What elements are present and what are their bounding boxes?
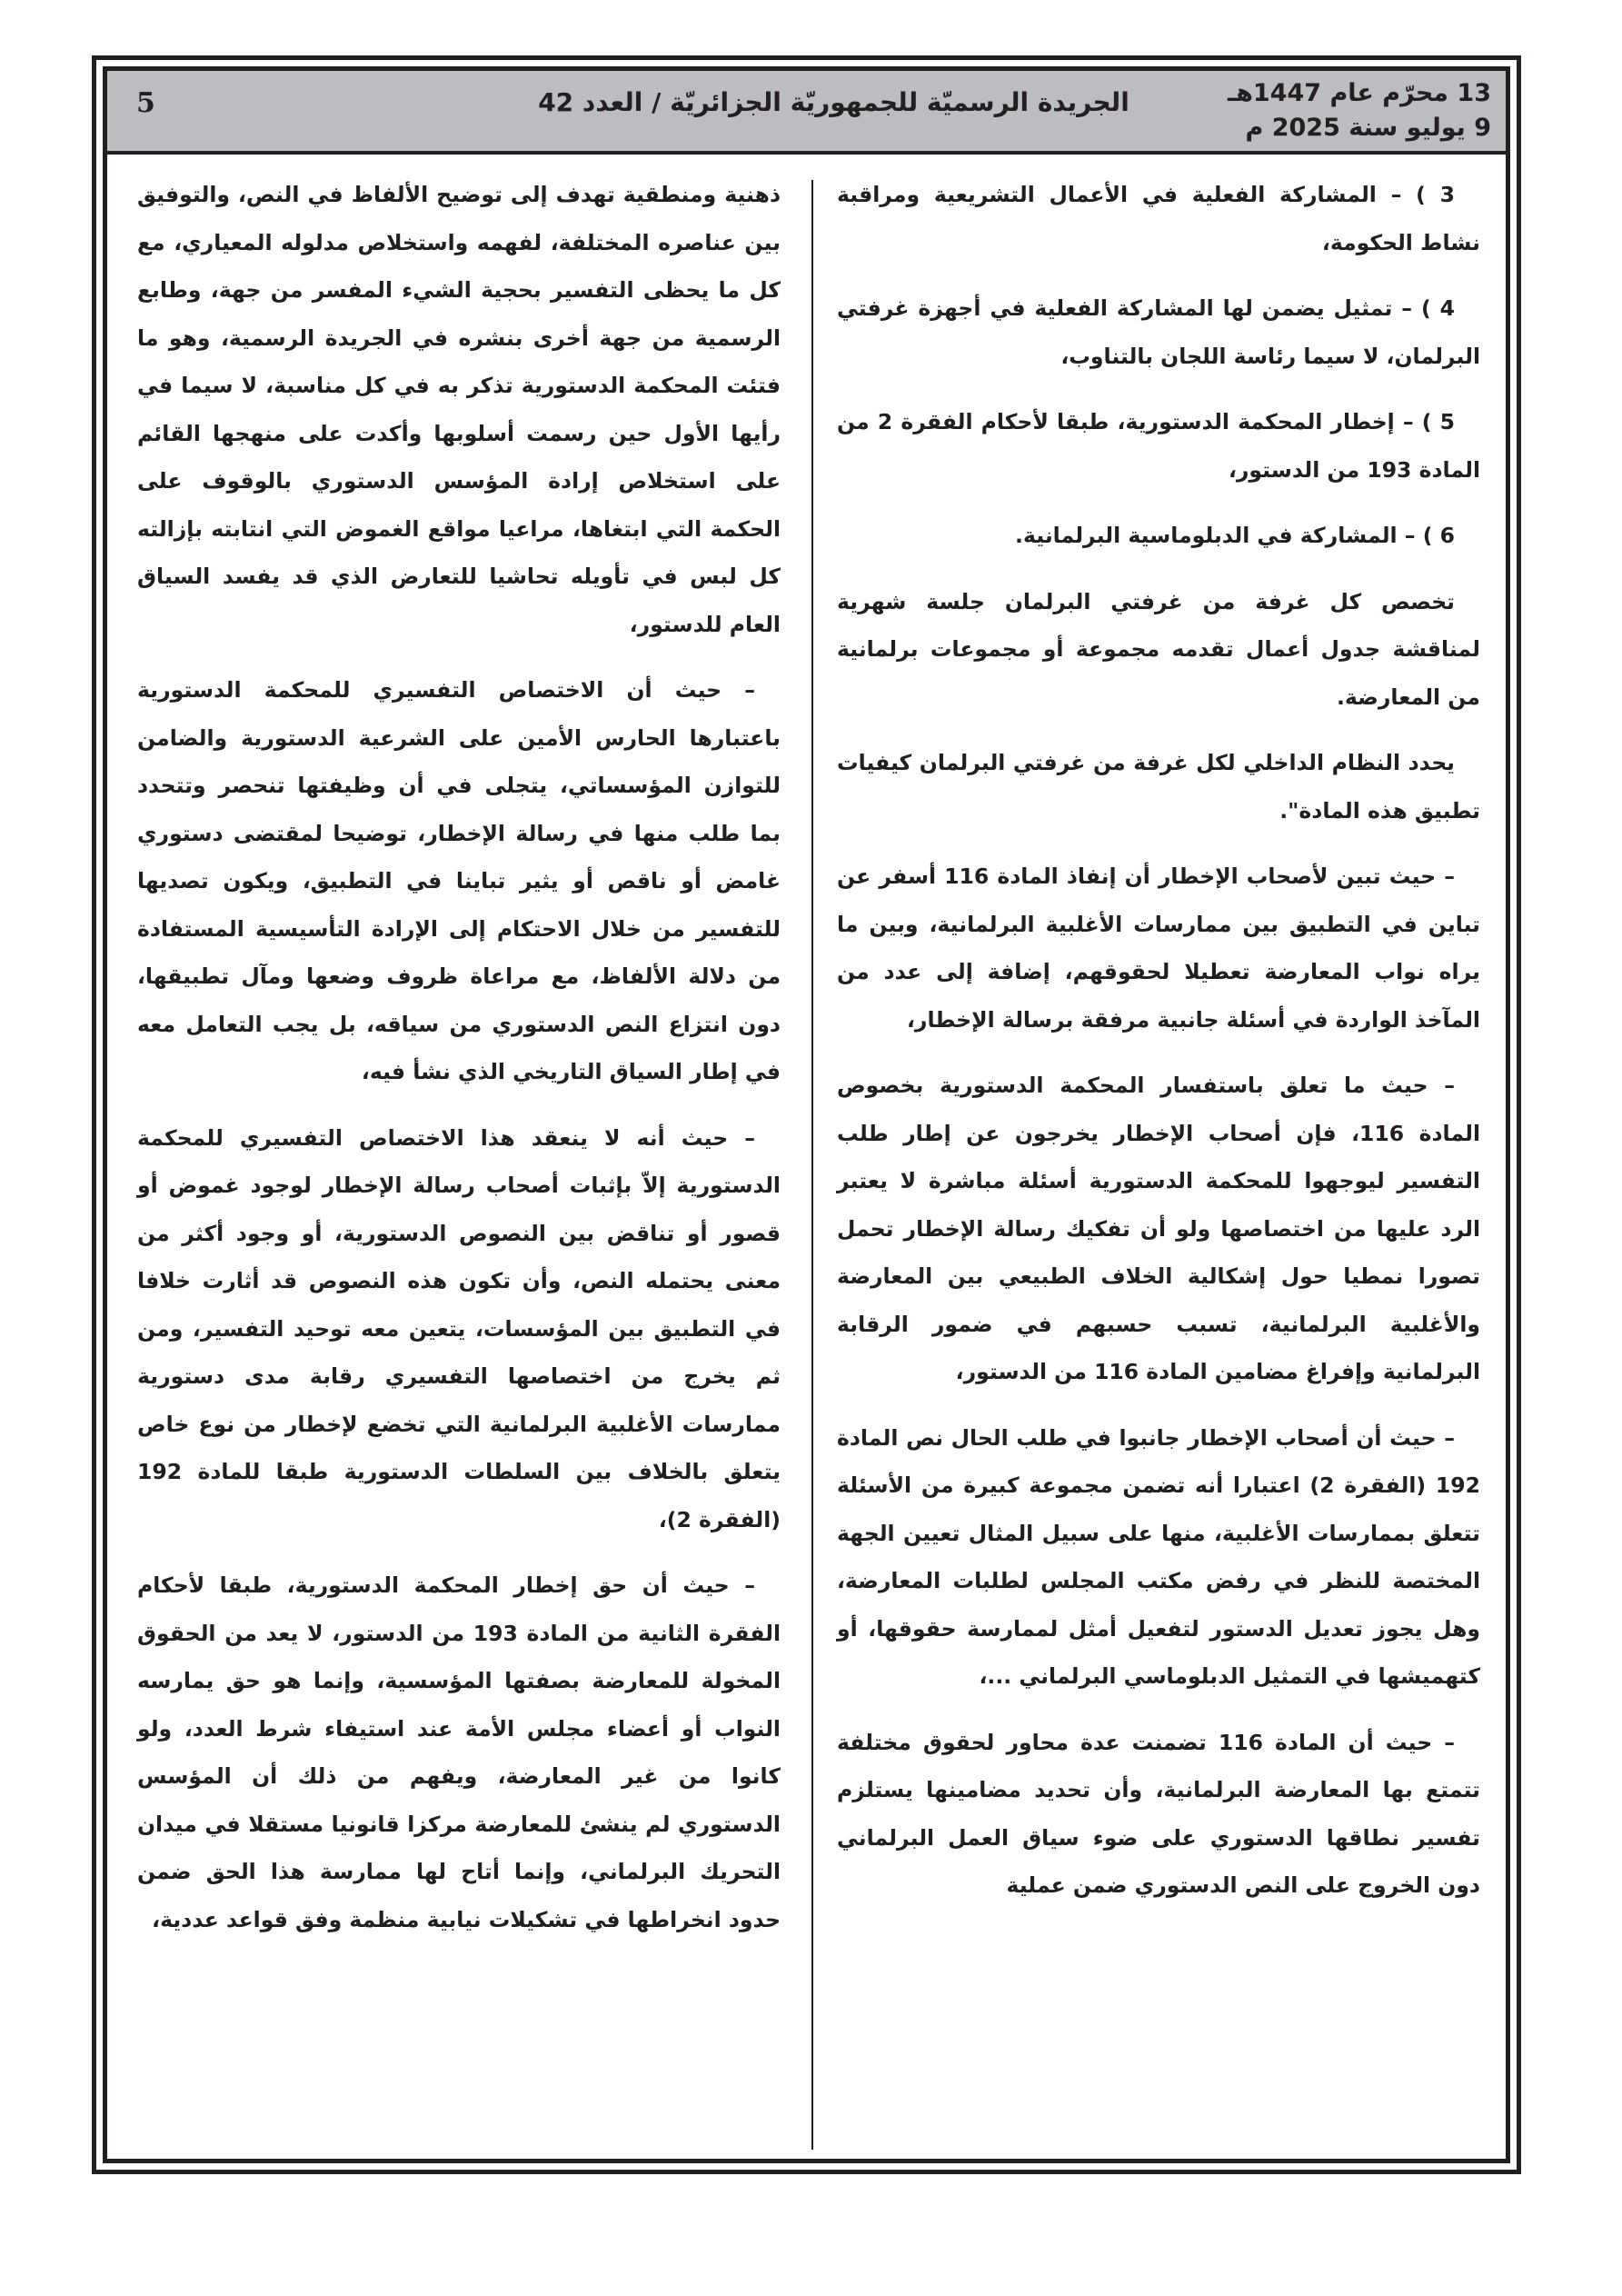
gazette-title: الجريدة الرسميّة للجمهوريّة الجزائريّة / العدد 42 [538, 87, 1129, 117]
paragraph: ذهنية ومنطقية تهدف إلى توضيح الألفاظ في النص، والتوفيق بين عناصره المختلفة، لفهمه واستخلاص مدلوله المعياري، مع كل ما يحظى التفسير بحجية الشيء المفسر من جهة، وطابع الرسمية من جهة أخرى بنشره في الجريدة الرسمية، وهو ما فتئت المحكمة الدستورية تذكر به في كل مناسبة، لا سيما في رأيها الأول حين رسمت أسلوبها وأكدت على منهجها القائم على استخلاص إرادة المؤسس الدستوري بالوقوف على الحكمة التي ابتغاها، مراعيا مواقع الغموض التي انتابته بإزالته كل لبس في تأويله تحاشيا للتعارض الذي قد يفسد السياق العام للدستور، [137, 182, 781, 637]
paragraph: تخصص كل غرفة من غرفتي البرلمان جلسة شهرية لمناقشة جدول أعمال تقدمه مجموعة أو مجموعات برلمانية من المعارضة. [837, 588, 1480, 710]
issue-date [1228, 76, 1491, 145]
paragraph: – حيث أن المادة 116 تضمنت عدة محاور لحقوق مختلفة تتمتع بها المعارضة البرلمانية، وأن تحديد مضامينها يستلزم تفسير نطاقها الدستوري على ضوء سياق العمل البرلماني دون الخروج على النص الدستوري ضمن عملية [837, 1729, 1480, 1898]
body-columns [107, 171, 1506, 2150]
page-outer-border [92, 55, 1521, 2174]
paragraph: – حيث أن أصحاب الإخطار جانبوا في طلب الحال نص المادة 192 (الفقرة 2) اعتبارا أنه تضمن مجموعة كبيرة من الأسئلة تتعلق بممارسات الأغلبية، منها على سبيل المثال تعيين الجهة المختصة للنظر في رفض مكتب المجلس لطلبات المعارضة، وهل يجوز تعديل الدستور لتفعيل أمثل لممارسة حقوقها، أو كتهميشها في التمثيل الدبلوماسي البرلماني ...، [837, 1424, 1480, 1689]
list-item-3: 3 ) – المشاركة الفعلية في الأعمال التشريعية ومراقبة نشاط الحكومة، [837, 182, 1480, 255]
left-column [137, 171, 781, 2150]
paragraph: – حيث أن حق إخطار المحكمة الدستورية، طبقا لأحكام الفقرة الثانية من المادة 193 من الدستور، لا يعد من الحقوق المخولة للمعارضة بصفتها المؤسسية، وإنما هو حق يمارسه النواب أو أعضاء مجلس الأمة عند استيفاء شرط العدد، ولو كانوا من غير المعارضة، ويفهم من ذلك أن المؤسس الدستوري لم ينشئ للمعارضة مركزا قانونيا مستقلا في ميدان التحريك البرلماني، وإنما أتاح لها ممارسة هذا الحق ضمن حدود انخراطها في تشكيلات نيابية منظمة وفق قواعد عددية، [137, 1572, 781, 1932]
paragraph: – حيث أن الاختصاص التفسيري للمحكمة الدستورية باعتبارها الحارس الأمين على الشرعية الدستورية والضامن للتوازن المؤسساتي، يتجلى في أن وظيفتها تنحصر وتتحدد بما طلب منها في رسالة الإخطار، توضيحا لمقتضى دستوري غامض أو ناقص أو يثير تباينا في التطبيق، ويكون تصديها للتفسير من خلال الاحتكام إلى الإرادة التأسيسية المستفادة من دلالة الألفاظ، مع مراعاة ظروف وضعها ومآل تطبيقها، دون انتزاع النص الدستوري من سياقه، بل يجب التعامل معه في إطار السياق التاريخي الذي نشأ فيه، [137, 677, 781, 1084]
right-column [837, 171, 1480, 2150]
date-hijri: 13 محرّم عام 1447هـ [1227, 79, 1491, 107]
paragraph: – حيث تبين لأصحاب الإخطار أن إنفاذ المادة 116 أسفر عن تباين في التطبيق بين ممارسات الأغلبية البرلمانية، وبين ما يراه نواب المعارضة تعطيلا لحقوقهم، إضافة إلى عدد من المآخذ الواردة في أسئلة جانبية مرفقة برسالة الإخطار، [837, 863, 1480, 1033]
paragraph: يحدد النظام الداخلي لكل غرفة من غرفتي البرلمان كيفيات تطبيق هذه المادة". [837, 750, 1480, 824]
page-header [107, 71, 1506, 155]
list-item-5: 5 ) – إخطار المحكمة الدستورية، طبقا لأحكام الفقرة 2 من المادة 193 من الدستور، [837, 409, 1480, 483]
page-number: 5 [136, 87, 155, 119]
paragraph: – حيث ما تعلق باستفسار المحكمة الدستورية بخصوص المادة 116، فإن أصحاب الإخطار يخرجون عن إطار طلب التفسير ليوجهوا للمحكمة الدستورية أسئلة مباشرة لا يعتبر الرد عليها من اختصاصها ولو أن تفكيك رسالة الإخطار تحمل تصورا نمطيا حول إشكالية الخلاف الطبيعي بين المعارضة والأغلبية البرلمانية، تسبب حسبهم في ضمور الرقابة البرلمانية وإفراغ مضامين المادة 116 من الدستور، [837, 1073, 1481, 1384]
date-gregorian: 9 يوليو سنة 2025 م [1245, 114, 1491, 142]
column-divider [811, 180, 813, 2150]
page-inner-border [103, 66, 1510, 2163]
paragraph: – حيث أنه لا ينعقد هذا الاختصاص التفسيري للمحكمة الدستورية إلاّ بإثبات أصحاب رسالة الإخطار لوجود غموض أو قصور أو تناقض بين النصوص الدستورية، أو وجود أكثر من معنى يحتمله النص، وأن تكون هذه النصوص قد أثارت خلافا في التطبيق بين المؤسسات، يتعين معه توحيد التفسير، ومن ثم يخرج من اختصاصها التفسيري رقابة مدى دستورية ممارسات الأغلبية البرلمانية التي تخضع لإخطار من نوع خاص يتعلق بالخلاف بين السلطات الدستورية طبقا للمادة 192 (الفقرة 2)، [137, 1124, 781, 1532]
list-item-4: 4 ) – تمثيل يضمن لها المشاركة الفعلية في أجهزة غرفتي البرلمان، لا سيما رئاسة اللجان بالتناوب، [837, 295, 1480, 369]
list-item-6: 6 ) – المشاركة في الدبلوماسية البرلمانية. [1015, 523, 1455, 548]
